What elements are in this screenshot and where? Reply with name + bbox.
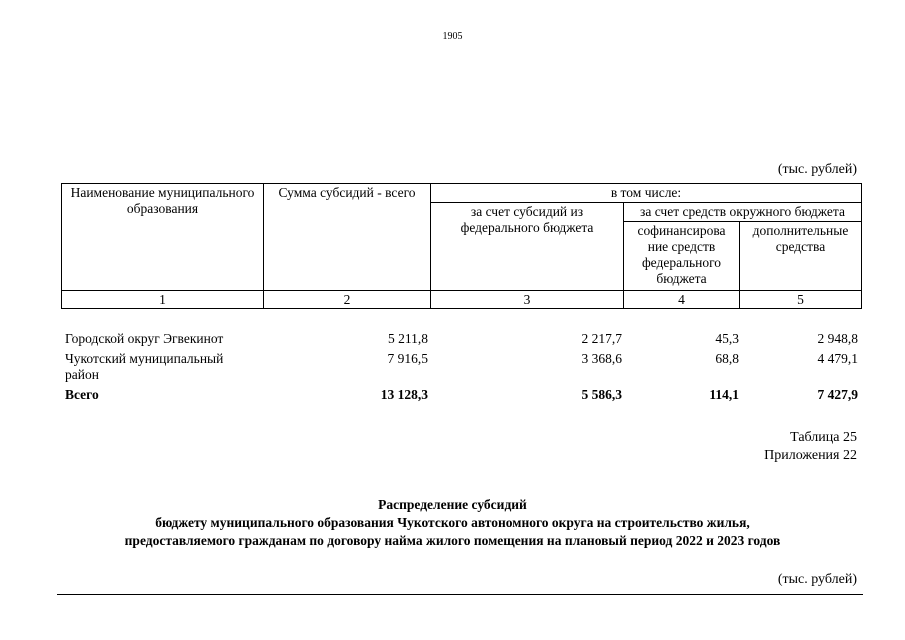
row-additional: 2 948,8 [817,331,858,346]
table-label [764,429,857,465]
page-number: 1905 [442,31,463,42]
header-federal: за счет субсидий из федерального бюджета [431,203,624,291]
col-number: 4 [624,291,740,309]
table-row [61,331,862,351]
header-total: Сумма субсидий - всего [264,184,431,291]
title-line: Распределение субсидий [378,497,527,512]
section-title [0,496,905,550]
title-line: бюджету муниципального образования Чукотского автономного округа на строительство жилья, [155,515,750,530]
table-number: Таблица 25 [790,430,857,445]
title-line: предоставляемого гражданам по договору найма жилого помещения на плановый период 2022 и 2023 годов [124,533,781,548]
row-federal: 3 368,6 [581,351,622,366]
row-name: Чукотский муниципальный район [65,351,224,382]
row-total: 5 211,8 [388,331,428,346]
row-cofinancing: 68,8 [715,351,739,366]
total-additional: 7 427,9 [817,387,858,402]
col-number: 1 [62,291,264,309]
subsidy-table-header [61,183,862,309]
col-number: 5 [740,291,862,309]
table-top-border [57,594,863,595]
subsidy-table-body [61,331,862,407]
row-federal: 2 217,7 [581,331,622,346]
total-cofinancing: 114,1 [709,387,739,402]
total-name: Всего [65,387,99,402]
total-federal: 5 586,3 [581,387,622,402]
row-total: 7 916,5 [387,351,428,366]
row-name: Городской округ Эгвекинот [65,331,224,346]
total-row [61,387,862,407]
col-number: 3 [431,291,624,309]
header-district: за счет средств окружного бюджета [624,203,862,222]
header-additional: дополнительные средства [740,222,862,291]
header-municipality: Наименование муниципального образования [62,184,264,291]
appendix-number: Приложения 22 [764,448,857,463]
col-number: 2 [264,291,431,309]
units-label-next: (тыс. рублей) [777,572,857,587]
row-cofinancing: 45,3 [715,331,739,346]
row-additional: 4 479,1 [817,351,858,366]
units-label: (тыс. рублей) [777,162,857,177]
total-sum: 13 128,3 [380,387,428,402]
table-row [61,351,862,387]
header-cofinancing: софинансирова ние средств федерального бюджета [624,222,740,291]
header-including: в том числе: [431,184,862,203]
